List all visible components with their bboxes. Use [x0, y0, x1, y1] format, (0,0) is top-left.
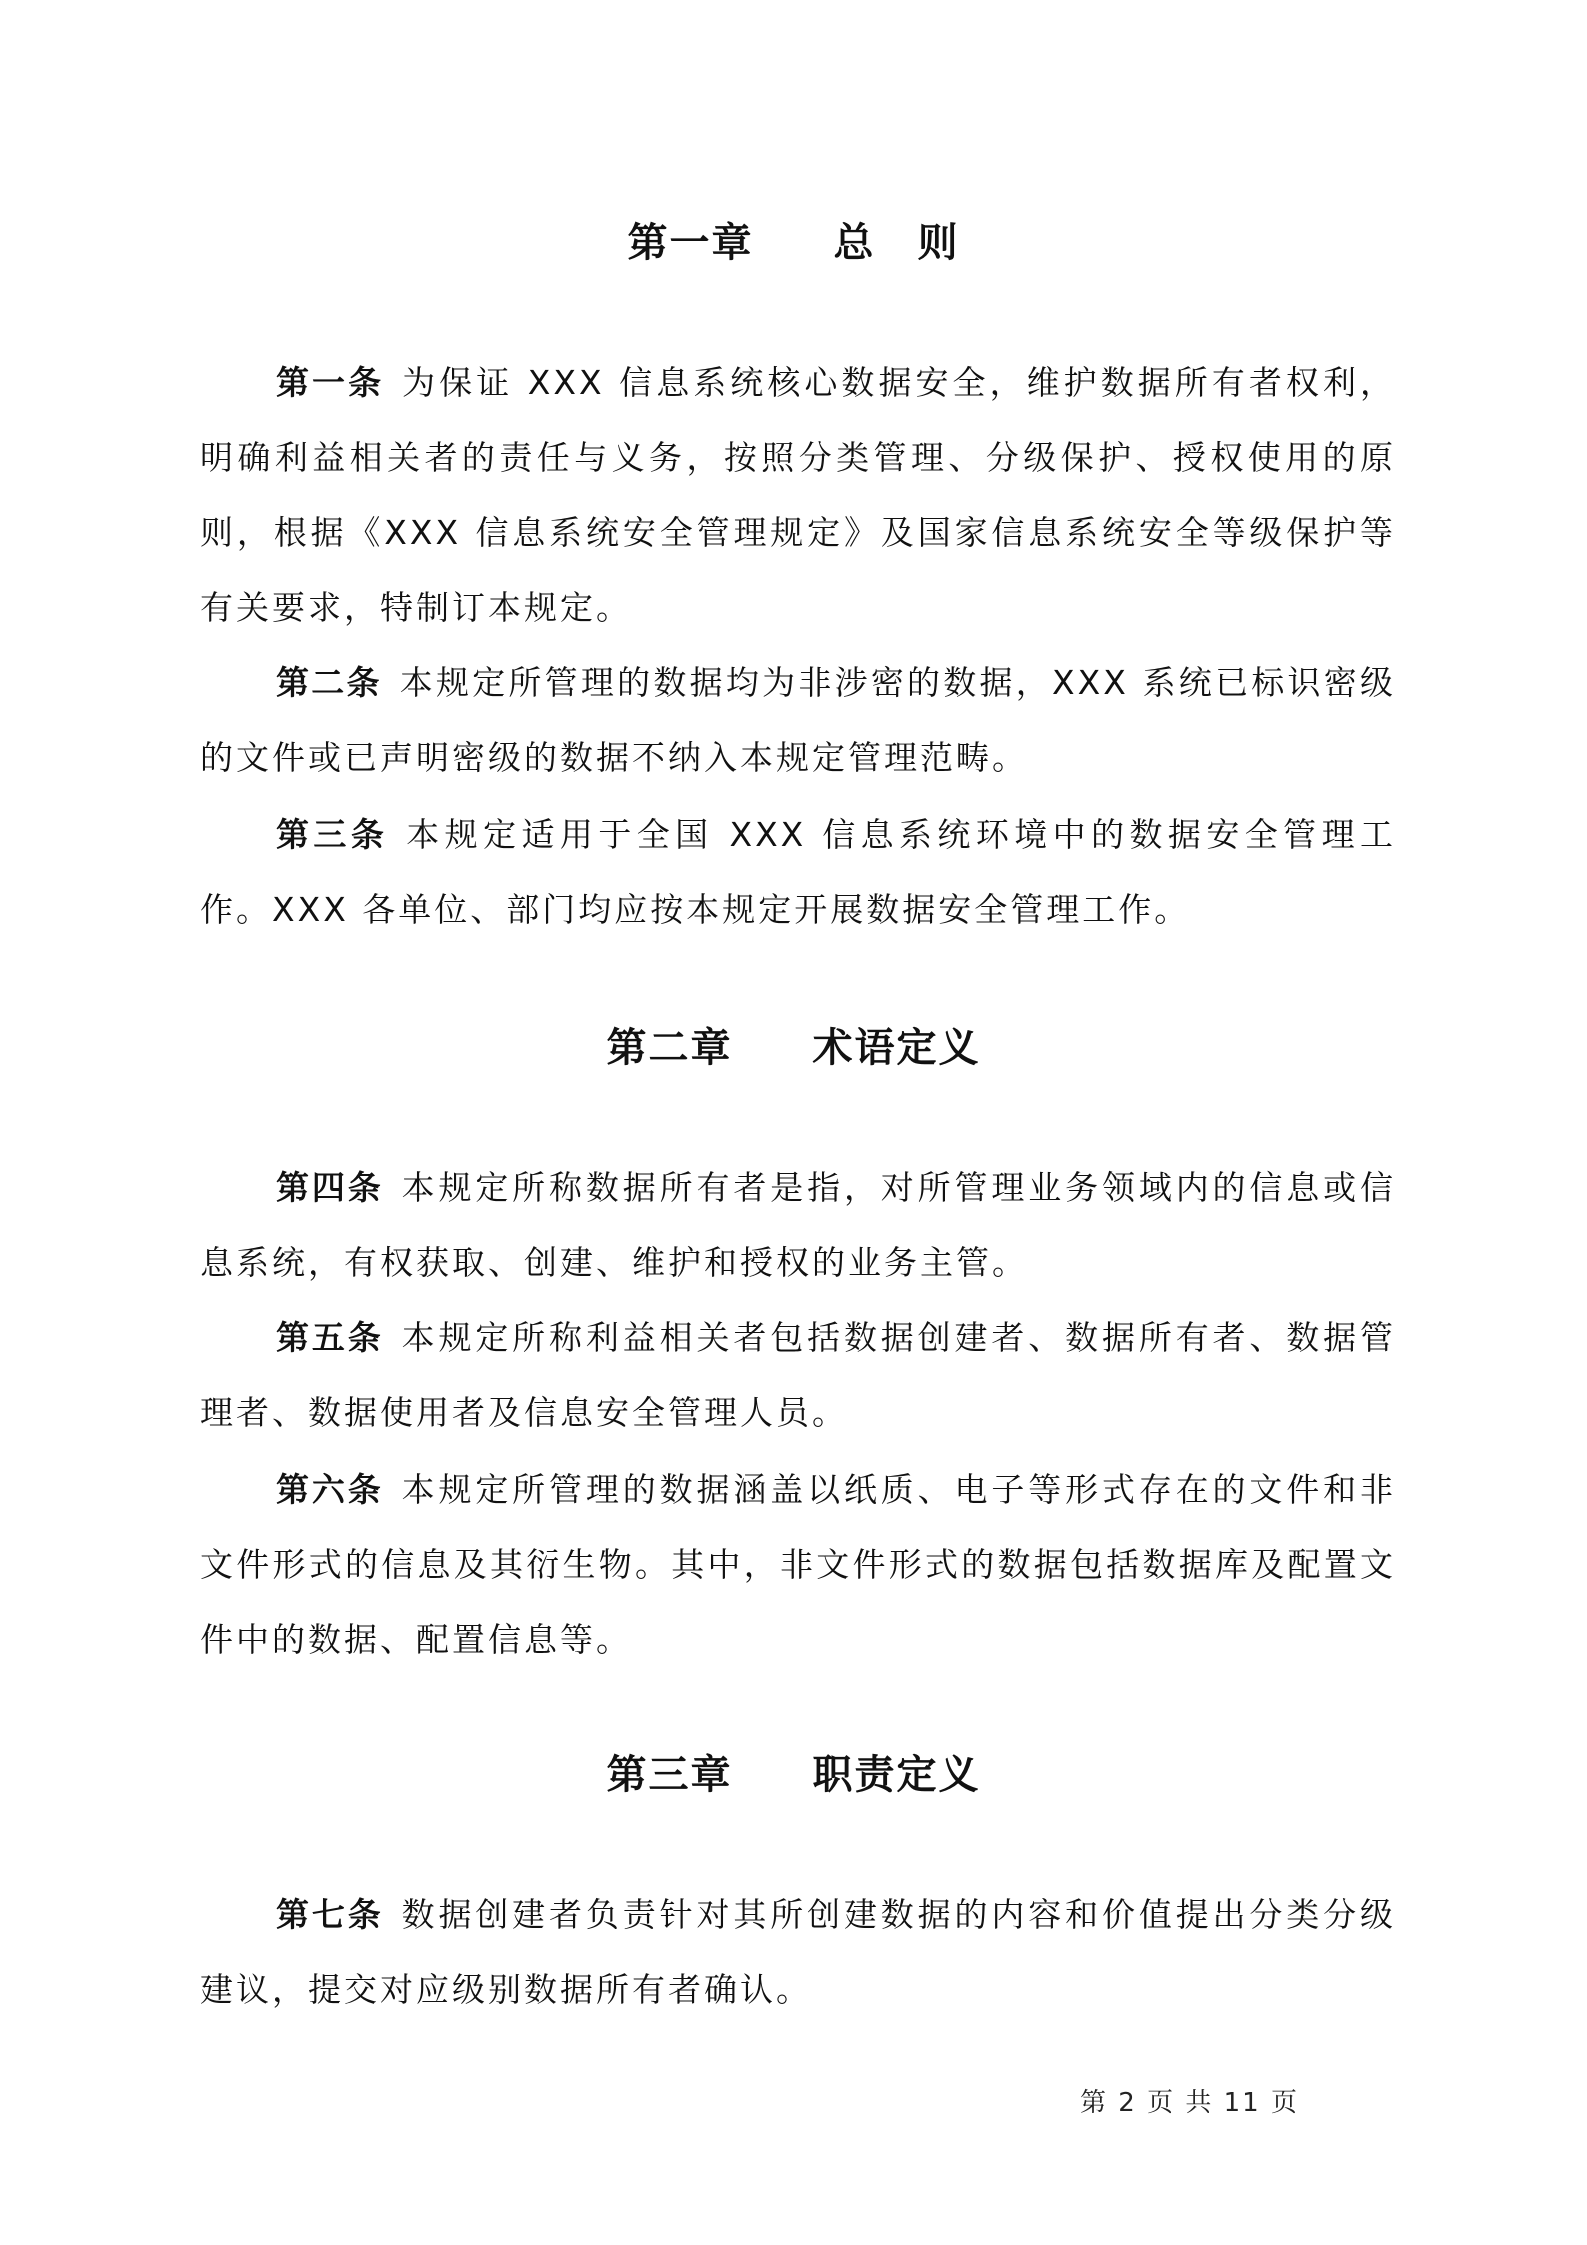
page-footer: 第 2 页 共 11 页 [1080, 2088, 1299, 2118]
article-text: 本规定所管理的数据涵盖以纸质、电子等形式存在的文件和非文件形式的信息及其衍生物。其中，非文件形式的数据包括数据库及配置文件中的数据、配置信息等。 [200, 1470, 1397, 1659]
chapter-number: 第二章 [606, 1025, 733, 1071]
chapter-title: 总 则 [833, 220, 960, 266]
article-label: 第四条 [276, 1168, 384, 1207]
article-3 [200, 797, 1396, 947]
article-label: 第六条 [276, 1470, 384, 1509]
article-text: 为保证 XXX 信息系统核心数据安全，维护数据所有者权利，明确利益相关者的责任与义务，按照分类管理、分级保护、授权使用的原则，根据《XXX 信息系统安全管理规定》及国家信息系统安全等级保护等有关要求，特制订本规定。 [200, 363, 1397, 627]
article-2 [200, 645, 1396, 795]
chapter-2-heading [0, 1018, 1587, 1078]
article-text: 数据创建者负责针对其所创建数据的内容和价值提出分类分级建议，提交对应级别数据所有者确认。 [200, 1895, 1397, 2009]
article-label: 第二条 [276, 663, 382, 702]
chapter-number: 第三章 [606, 1752, 733, 1798]
article-6 [200, 1452, 1396, 1677]
article-5 [200, 1300, 1396, 1450]
article-label: 第七条 [276, 1895, 384, 1934]
chapter-title: 职责定义 [812, 1752, 981, 1798]
chapter-number: 第一章 [627, 220, 754, 266]
article-text: 本规定所称数据所有者是指，对所管理业务领域内的信息或信息系统，有权获取、创建、维护和授权的业务主管。 [200, 1168, 1397, 1282]
article-text: 本规定适用于全国 XXX 信息系统环境中的数据安全管理工作。XXX 各单位、部门均应按本规定开展数据安全管理工作。 [200, 815, 1396, 929]
article-1 [200, 345, 1396, 645]
chapter-3-heading [0, 1745, 1587, 1805]
article-text: 本规定所管理的数据均为非涉密的数据，XXX 系统已标识密级的文件或已声明密级的数据不纳入本规定管理范畴。 [200, 663, 1397, 777]
article-7 [200, 1877, 1396, 2027]
chapter-1-heading [0, 213, 1587, 273]
article-label: 第三条 [276, 815, 389, 854]
article-text: 本规定所称利益相关者包括数据创建者、数据所有者、数据管理者、数据使用者及信息安全管理人员。 [200, 1318, 1397, 1432]
article-label: 第一条 [276, 363, 385, 402]
article-4 [200, 1150, 1396, 1300]
article-label: 第五条 [276, 1318, 384, 1357]
chapter-title: 术语定义 [812, 1025, 981, 1071]
